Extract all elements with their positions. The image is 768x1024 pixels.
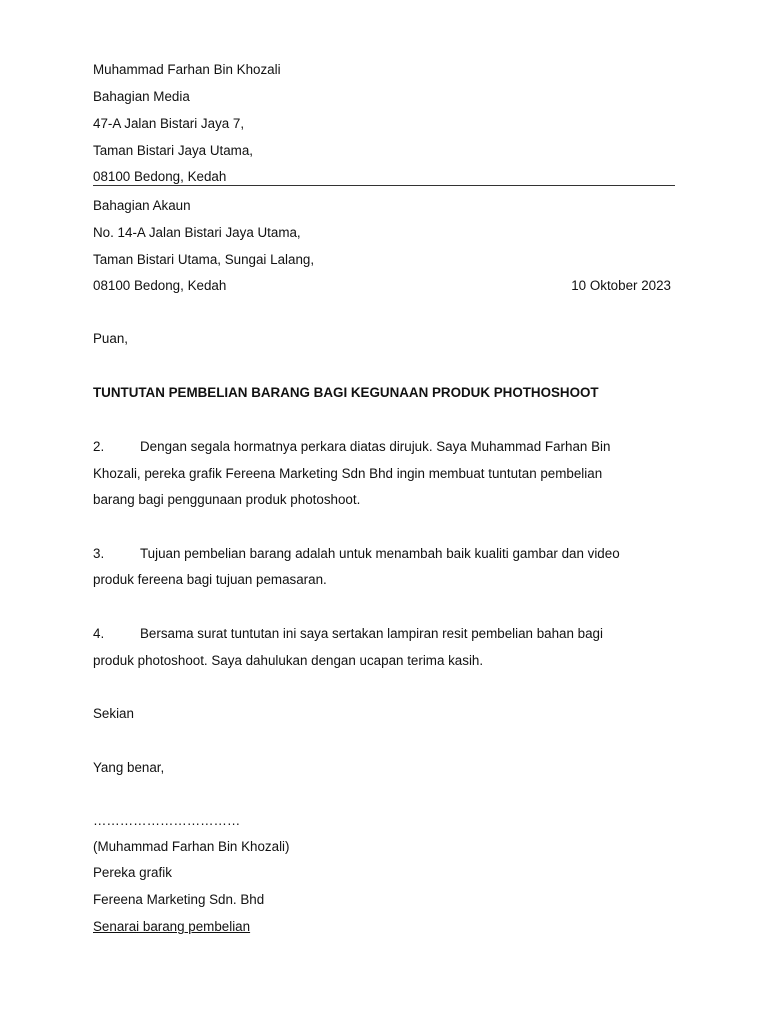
paragraph-number: 2. xyxy=(93,439,105,454)
salutation: Puan, xyxy=(93,331,128,346)
sign-off: Yang benar, xyxy=(93,760,165,775)
recipient-address-line2: Taman Bistari Utama, Sungai Lalang, xyxy=(93,252,315,267)
attachment-link[interactable]: Senarai barang pembelian xyxy=(93,919,251,934)
sender-address-line1: 47-A Jalan Bistari Jaya 7, xyxy=(93,116,245,131)
paragraph-3-line1 xyxy=(93,546,620,562)
paragraph-4-line1 xyxy=(93,626,603,642)
paragraph-text: Tujuan pembelian barang adalah untuk menambah baik kualiti gambar dan video xyxy=(140,546,620,561)
sender-name: Muhammad Farhan Bin Khozali xyxy=(93,62,281,77)
paragraph-number: 3. xyxy=(93,546,105,561)
letter-subject: TUNTUTAN PEMBELIAN BARANG BAGI KEGUNAAN PRODUK PHOTHOSHOOT xyxy=(93,385,599,400)
paragraph-text: Dengan segala hormatnya perkara diatas dirujuk. Saya Muhammad Farhan Bin xyxy=(140,439,611,454)
paragraph-4-line2: produk photoshoot. Saya dahulukan dengan ucapan terima kasih. xyxy=(93,653,484,668)
recipient-address-line1: No. 14-A Jalan Bistari Jaya Utama, xyxy=(93,225,301,240)
signatory-name: (Muhammad Farhan Bin Khozali) xyxy=(93,839,290,854)
sender-address-line2: Taman Bistari Jaya Utama, xyxy=(93,143,254,158)
recipient-address-line3: 08100 Bedong, Kedah xyxy=(93,278,227,293)
signatory-company: Fereena Marketing Sdn. Bhd xyxy=(93,892,265,907)
recipient-department: Bahagian Akaun xyxy=(93,198,191,213)
closing: Sekian xyxy=(93,706,134,721)
letter-date: 10 Oktober 2023 xyxy=(571,278,671,293)
sender-address-line3: 08100 Bedong, Kedah xyxy=(93,169,227,184)
paragraph-2-line3: barang bagi penggunaan produk photoshoot. xyxy=(93,492,361,507)
sender-department: Bahagian Media xyxy=(93,89,190,104)
paragraph-3-line2: produk fereena bagi tujuan pemasaran. xyxy=(93,572,327,587)
paragraph-text: Bersama surat tuntutan ini saya sertakan lampiran resit pembelian bahan bagi xyxy=(140,626,603,641)
paragraph-2-line1 xyxy=(93,439,610,455)
paragraph-2-line2: Khozali, pereka grafik Fereena Marketing Sdn Bhd ingin membuat tuntutan pembelian xyxy=(93,466,603,481)
signatory-title: Pereka grafik xyxy=(93,865,172,880)
header-divider xyxy=(93,185,675,186)
paragraph-number: 4. xyxy=(93,626,105,641)
signature-line: …………………………… xyxy=(93,813,241,828)
